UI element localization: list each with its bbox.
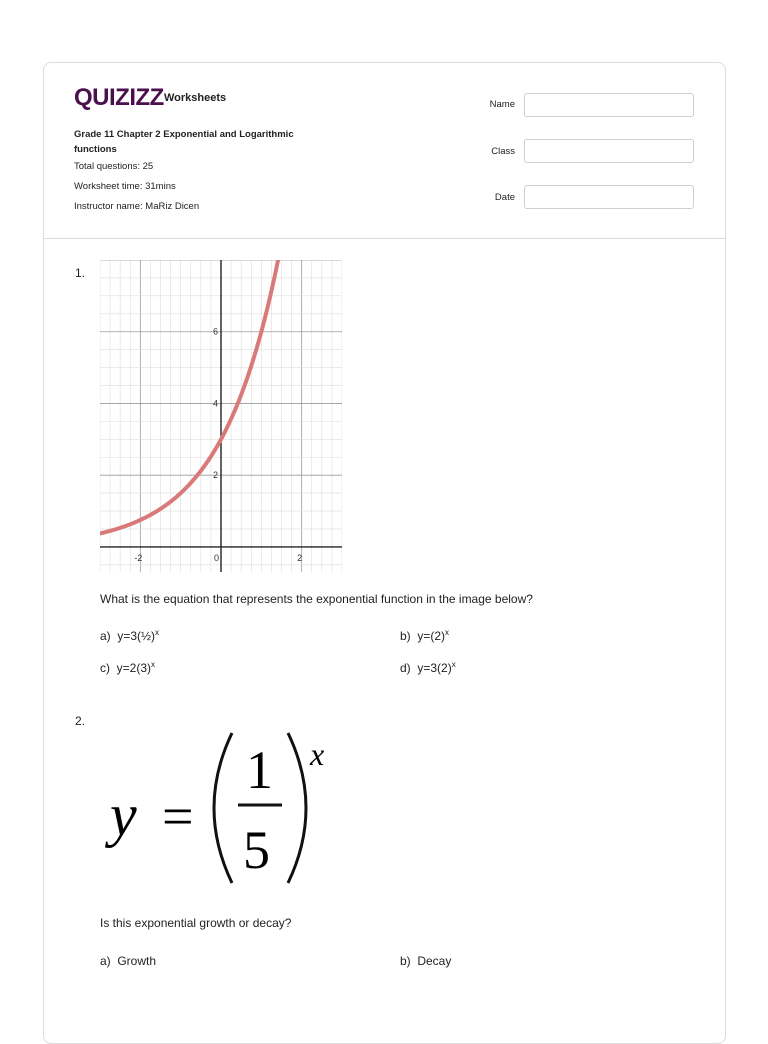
instructor-name: Instructor name: MaRiz Dicen	[74, 201, 200, 212]
question-1-number: 1.	[75, 266, 86, 280]
y-tick-label: 6	[212, 326, 218, 337]
worksheet-header	[44, 63, 725, 239]
worksheet-title: Grade 11 Chapter 2 Exponential and Logarithmic functions	[74, 129, 294, 155]
option-b-exponent: x	[445, 628, 450, 637]
equation-equals: =	[162, 786, 194, 848]
option-d-prefix: d)	[400, 661, 411, 675]
quizizz-logo: QUIZIZZ	[74, 84, 164, 111]
option-c-base: y=2(3)	[116, 661, 152, 675]
option-c-exponent: x	[151, 660, 156, 669]
question-2-option-b[interactable]	[400, 954, 451, 968]
option-b-base: y=(2)	[417, 629, 446, 643]
name-label: Name	[489, 99, 515, 110]
name-field[interactable]	[524, 93, 694, 117]
option-a-prefix: a)	[100, 629, 111, 643]
worksheet-time: Worksheet time: 31mins	[74, 181, 176, 192]
question-1-option-d[interactable]	[400, 660, 456, 675]
left-paren	[214, 733, 232, 883]
total-questions: Total questions: 25	[74, 161, 154, 172]
question-2-number: 2.	[75, 714, 86, 728]
question-2-option-a[interactable]	[100, 954, 156, 968]
y-tick-label: 2	[212, 470, 218, 481]
date-field[interactable]	[524, 185, 694, 209]
question-2-text: Is this exponential growth or decay?	[100, 916, 292, 930]
equation-lhs: y	[110, 782, 137, 848]
class-field[interactable]	[524, 139, 694, 163]
question-1-option-a[interactable]	[100, 628, 159, 643]
question-1-option-b[interactable]	[400, 628, 449, 643]
equation-exponent: x	[310, 736, 325, 772]
date-label: Date	[494, 192, 515, 203]
option-a-exponent: x	[155, 628, 160, 637]
option-a-label: Growth	[117, 954, 157, 968]
equation-image	[100, 723, 340, 893]
exponential-graph	[100, 260, 342, 572]
option-d-base: y=3(2)	[417, 661, 452, 675]
option-a-prefix: a)	[100, 954, 111, 968]
logo-subtitle: Worksheets	[164, 92, 227, 104]
option-d-exponent: x	[451, 660, 456, 669]
question-1-option-c[interactable]	[100, 660, 155, 675]
x-tick-label: 0	[214, 552, 220, 563]
x-tick-label: 2	[297, 552, 303, 563]
question-1-text: What is the equation that represents the exponential function in the image below?	[100, 592, 533, 606]
right-paren	[288, 733, 306, 883]
option-b-prefix: b)	[400, 954, 411, 968]
x-tick-label: -2	[134, 552, 143, 563]
option-c-prefix: c)	[100, 661, 110, 675]
y-tick-label: 4	[212, 398, 218, 409]
equation-denominator: 5	[243, 820, 270, 880]
option-a-base: y=3(½)	[117, 629, 156, 643]
option-b-prefix: b)	[400, 629, 411, 643]
equation-numerator: 1	[246, 740, 273, 800]
worksheet	[43, 62, 726, 1044]
option-b-label: Decay	[417, 954, 452, 968]
class-label: Class	[491, 146, 515, 157]
